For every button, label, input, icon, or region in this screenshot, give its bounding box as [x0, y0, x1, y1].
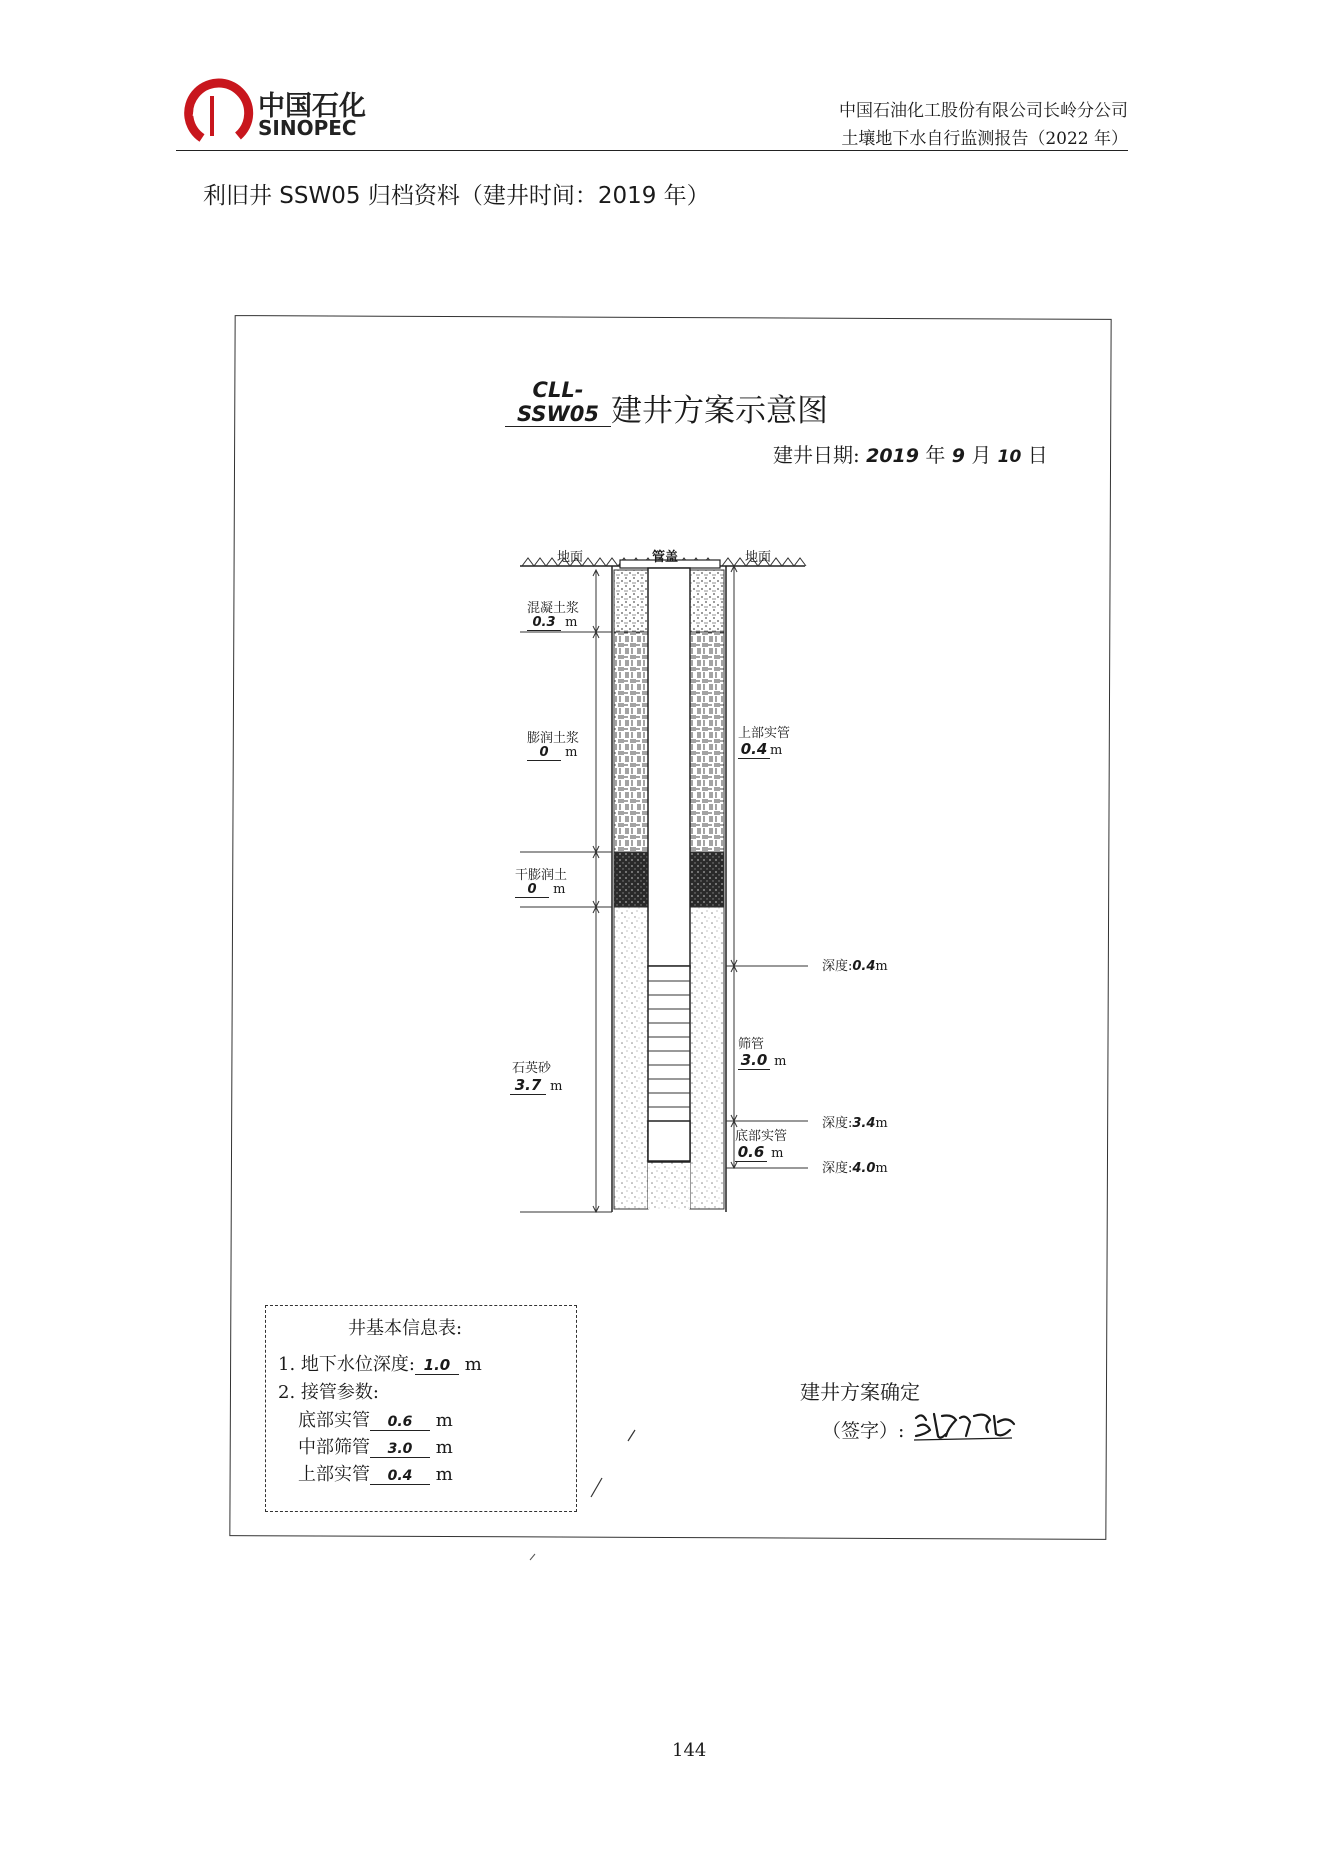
date-year: 2019 — [866, 445, 919, 467]
form-title-text: 建井方案示意图 — [611, 393, 828, 429]
info-upper-pipe: 上部实管 0.4 m — [298, 1464, 453, 1485]
page-number: 144 — [672, 1740, 707, 1761]
quartz-sand-value: 3.7 m — [510, 1076, 562, 1095]
info-mid-screen: 中部筛管 3.0 m — [298, 1437, 453, 1458]
section-title: 利旧井 SSW05 归档资料（建井时间：2019 年） — [203, 183, 710, 209]
bottom-pipe-value: 0.6 m — [735, 1143, 783, 1162]
info-pipe-params: 2. 接管参数: — [278, 1382, 379, 1403]
date-day: 10 — [997, 447, 1022, 467]
logo-cn-text: 中国石化 — [258, 91, 366, 122]
upper-pipe-label: 上部实管 — [738, 726, 791, 741]
bentonite-value: 0 m — [527, 745, 577, 761]
dry-bentonite-label: 干膨润土 — [515, 868, 568, 883]
date-label: 建井日期: — [773, 443, 860, 467]
date-month-unit: 月 — [971, 443, 992, 467]
bottom-pipe-label: 底部实管 — [735, 1129, 788, 1144]
header-company: 中国石油化工股份有限公司长岭分公司 — [839, 101, 1128, 121]
info-bottom-pipe: 底部实管 0.6 m — [298, 1410, 453, 1431]
depth-3: 深度:4.0m — [822, 1161, 888, 1176]
concrete-value: 0.3 m — [527, 615, 577, 631]
header-report: 土壤地下水自行监测报告（2022 年） — [841, 129, 1128, 149]
upper-pipe-value: 0.4 m — [738, 740, 782, 759]
screen-label: 筛管 — [738, 1037, 765, 1052]
well-code: CLL-SSW05 — [505, 378, 611, 427]
info-water-level: 1. 地下水位深度: 1.0 m — [278, 1354, 482, 1375]
sign-label: （签字）: — [822, 1420, 905, 1442]
dry-bentonite-value: 0 m — [515, 882, 565, 898]
ground-left-label: 地面 — [557, 550, 584, 565]
logo-en-text: SINOPEC — [258, 116, 357, 140]
cap-label: 管盖 — [652, 550, 679, 565]
date-day-unit: 日 — [1027, 443, 1048, 467]
quartz-sand-label: 石英砂 — [512, 1061, 552, 1076]
confirm-title: 建井方案确定 — [800, 1380, 920, 1404]
depth-2: 深度:3.4m — [822, 1116, 888, 1131]
ground-right-label: 地面 — [745, 550, 772, 565]
depth-1: 深度:0.4m — [822, 959, 888, 974]
bentonite-label: 膨润土浆 — [527, 731, 580, 746]
info-title: 井基本信息表: — [348, 1318, 463, 1339]
date-month: 9 — [951, 445, 965, 467]
screen-value: 3.0 m — [738, 1051, 786, 1070]
date-year-unit: 年 — [925, 443, 946, 467]
concrete-label: 混凝土浆 — [527, 601, 580, 616]
